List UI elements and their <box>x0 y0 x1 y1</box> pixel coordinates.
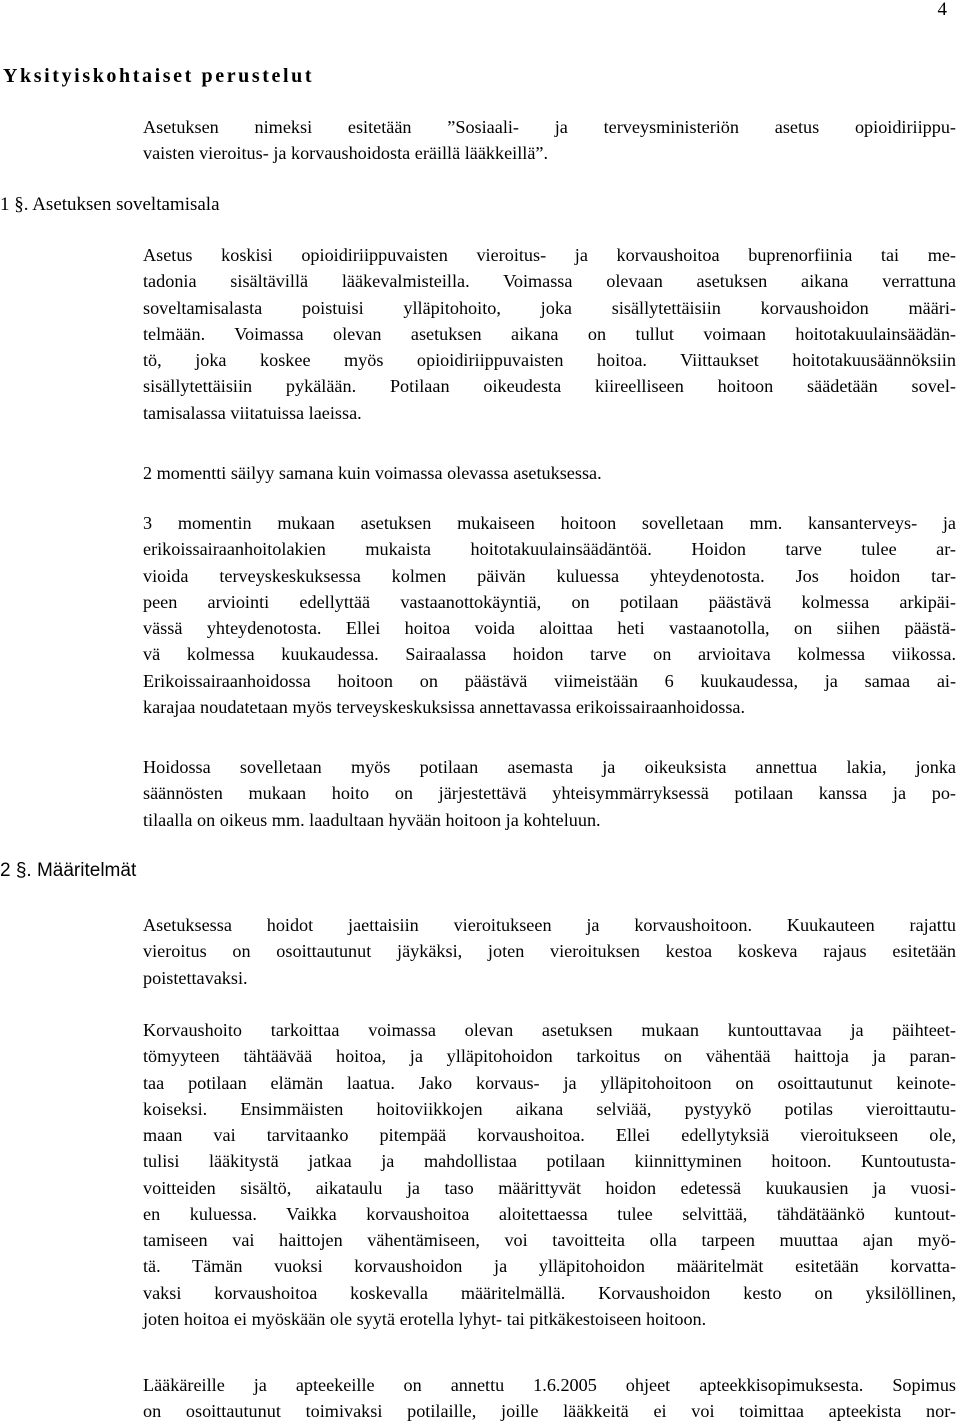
text-line: koiseksi. Ensimmäisten hoitoviikkojen aikana selviää, pystyykö potilas vieroittautu- <box>143 1098 956 1119</box>
text-line: vieroitus on osoittautunut jäykäksi, joten vieroituksen kestoa koskeva rajaus esitetään <box>143 941 956 962</box>
paragraph-substitution-treatment <box>143 1017 956 1332</box>
text-line: telmään. Voimassa olevan asetuksen aikana on tullut voimaan hoitotakuulainsäädän- <box>143 323 956 344</box>
text-line: tamisalassa viitatuissa laeissa. <box>143 402 362 423</box>
text-line: tulisi lääkitystä jatkaa ja mahdollistaa potilaan kiinnittyminen hoitoon. Kuntoutusta- <box>143 1151 956 1172</box>
text-line: Asetus koskisi opioidiriippuvaisten vieroitus- ja korvaushoitoa buprenorfiinia tai me- <box>143 245 956 265</box>
text-line: 3 momentin mukaan asetuksen mukaiseen hoitoon sovelletaan mm. kansanterveys- ja <box>143 513 956 533</box>
paragraph-moment-3 <box>143 510 956 720</box>
text-line: poistettavaksi. <box>143 967 248 988</box>
text-line: Erikoissairaanhoidossa hoitoon on päästävä viimeistään 6 kuukaudessa, ja samaa ai- <box>143 670 956 691</box>
text-line: joten hoitoa ei myöskään ole syytä erotella lyhyt- tai pitkäkestoiseen hoitoon. <box>143 1308 707 1329</box>
text-line: Lääkäreille ja apteekeille on annettu 1.6.2005 ohjeet apteekkisopimuksesta. Sopimus <box>143 1375 956 1395</box>
text-line: erikoissairaanhoitolakien mukaista hoitotakuulainsäädäntöä. Hoidon tarve tulee ar- <box>143 539 956 560</box>
text-line: vä kolmessa kuukaudessa. Sairaalassa hoidon tarve on arvioitava kolmessa viikossa. <box>143 644 956 665</box>
text-line: Asetuksen nimeksi esitetään ”Sosiaali- ja terveysministeriön asetus opioidiriippu- <box>143 117 956 137</box>
text-line: karajaa noudatetaan myös terveyskeskuksissa annettavassa erikoissairaanhoidossa. <box>143 696 746 717</box>
paragraph-pharmacy-agreement <box>143 1372 956 1425</box>
text-line: Korvaushoito tarkoittaa voimassa olevan asetuksen mukaan kuntouttavaa ja päihteet- <box>143 1020 956 1040</box>
text-line: tadonia sisältävillä lääkevalmisteilla. Voimassa olevaan asetuksen aikana verrattuna <box>143 271 956 292</box>
text-line: vaisten vieroitus- ja korvaushoidosta eräillä lääkkeillä”. <box>143 143 549 164</box>
text-line: maan vai tarvitaanko pitempää korvaushoitoa. Ellei edellytyksiä vieroitukseen ole, <box>143 1125 956 1145</box>
section-label-soveltamisala: 1 §. Asetuksen soveltamisala <box>0 194 220 215</box>
paragraph-scope <box>143 242 956 426</box>
text-line: 2 momentti säilyy samana kuin voimassa olevassa asetuksessa. <box>143 463 602 483</box>
paragraph-treatment-division <box>143 912 956 991</box>
text-line: sisällytettäisiin pykälään. Potilaan oikeudesta kiireelliseen hoitoon säädetään sovel- <box>143 376 956 397</box>
text-line: Asetuksessa hoidot jaettaisiin vieroitukseen ja korvaushoitoon. Kuukauteen rajattu <box>143 915 956 935</box>
text-line: tö, joka koskee myös opioidiriippuvaisten hoitoa. Viittaukset hoitotakuusäännöksiin <box>143 350 956 370</box>
page-number: 4 <box>937 0 947 20</box>
text-line: en kuluessa. Vaikka korvaushoitoa aloitettaessa tulee selvittää, tähdätäänkö kuntout- <box>143 1203 956 1224</box>
text-line: vaksi korvaushoitoa koskevalla määritelmällä. Korvaushoidon kesto on yksilöllinen, <box>143 1282 956 1303</box>
text-line: taa potilaan elämän laatua. Jako korvaus- ja ylläpitohoitoon on osoittautunut keinote- <box>143 1072 956 1093</box>
text-line: tä. Tämän vuoksi korvaushoidon ja ylläpitohoidon määritelmät esitetään korvatta- <box>143 1256 956 1277</box>
paragraph-moment-2 <box>143 460 956 486</box>
text-line: voitteiden sisältö, aikataulu ja taso määrittyvät hoidon edetessä kuukausien ja vuosi- <box>143 1177 956 1198</box>
text-line: tilaalla on oikeus mm. laadultaan hyvään hoitoon ja kohteluun. <box>143 809 601 830</box>
text-line: tömyyteen tähtäävää hoitoa, ja ylläpitohoidon tarkoitus on vähentää haittoja ja paran- <box>143 1046 956 1067</box>
text-line: Hoidossa sovelletaan myös potilaan asemasta ja oikeuksista annettua lakia, jonka <box>143 757 956 777</box>
text-line: säännösten mukaan hoito on järjestettävä yhteisymmärryksessä potilaan kanssa ja po- <box>143 783 956 804</box>
paragraph-patient-rights <box>143 754 956 833</box>
text-line: soveltamisalasta poistuisi ylläpitohoito, joka sisällytettäisiin korvaushoidon määri- <box>143 297 956 318</box>
page-heading: Yksityiskohtaiset perustelut <box>3 65 315 87</box>
text-line: vioida terveyskeskuksessa kolmen päivän kuluessa yhteydenotosta. Jos hoidon tar- <box>143 565 956 586</box>
text-line: tamiseen vai haittojen vähentämiseen, voi tavoitteita olla tarpeen muuttaa ajan myö- <box>143 1230 956 1250</box>
text-line: peen arviointi edellyttää vastaanottokäyntiä, on potilaan päästävä kolmessa arkipäi- <box>143 591 956 612</box>
section-label-maaritelmat: 2 §. Määritelmät <box>0 860 137 881</box>
paragraph-title-statement <box>143 114 956 167</box>
text-line: vässä yhteydenotosta. Ellei hoitoa voida aloittaa heti vastaanotolla, on siihen päästä- <box>143 618 956 638</box>
text-line: on osoittautunut toimivaksi potilaille, joille lääkkeitä ei voi toimittaa apteekista nor- <box>143 1401 956 1422</box>
